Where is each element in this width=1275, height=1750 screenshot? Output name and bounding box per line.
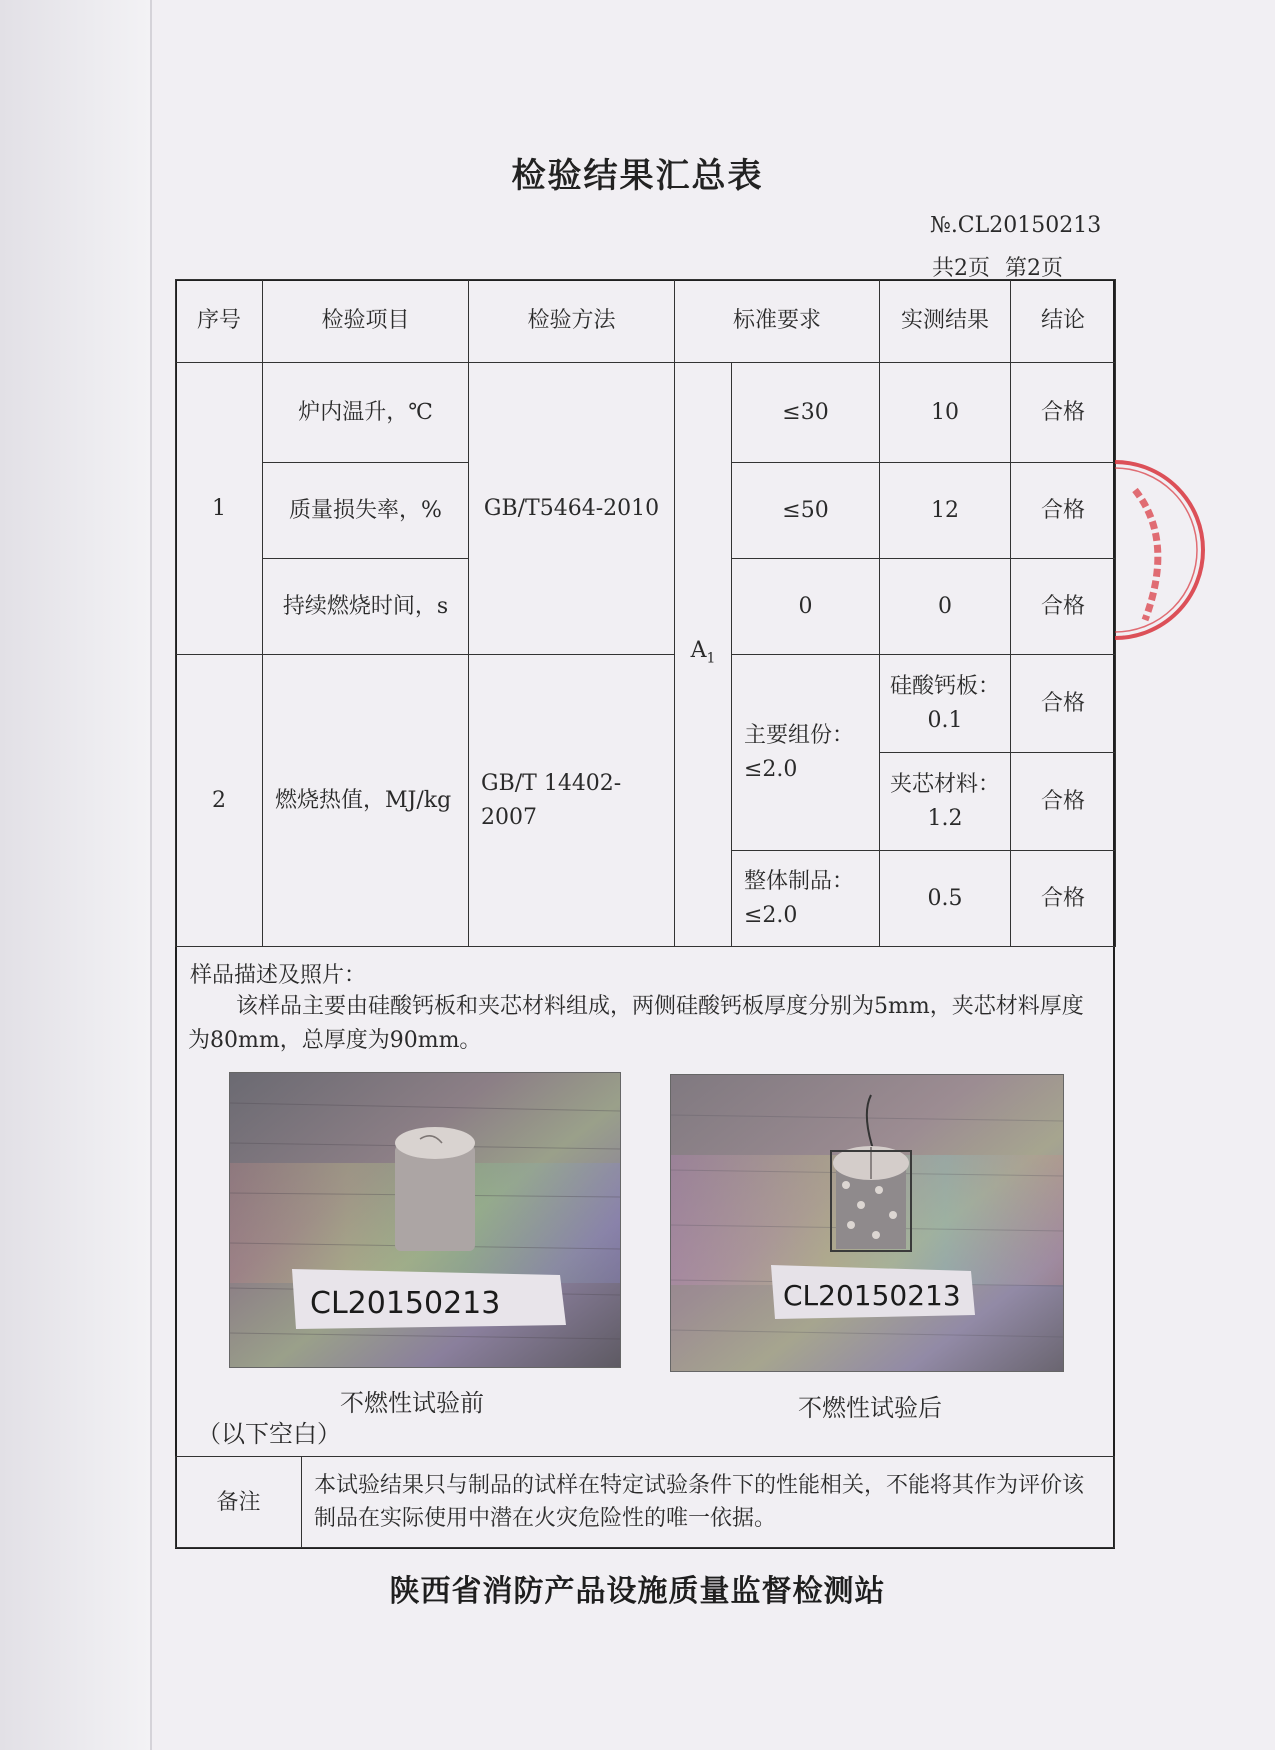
binding-fold-line bbox=[150, 0, 152, 1750]
page-title: 检验结果汇总表 bbox=[511, 156, 764, 196]
grade-letter: A bbox=[690, 637, 707, 663]
remarks-label: 备注 bbox=[176, 1457, 302, 1548]
caption-before-test: 不燃性试验前 bbox=[340, 1389, 484, 1417]
sample-heading: 样品描述及照片： bbox=[190, 963, 367, 988]
result-value: 硅酸钙板：0.1 bbox=[880, 655, 1011, 753]
conclusion-value: 合格 bbox=[1011, 559, 1116, 655]
test-method: GB/T5464-2010 bbox=[469, 363, 675, 655]
test-item: 燃烧热值，MJ/kg bbox=[263, 655, 469, 947]
blank-below-note: （以下空白） bbox=[197, 1420, 341, 1448]
remarks-row bbox=[176, 1457, 1115, 1548]
conclusion-value: 合格 bbox=[1011, 655, 1116, 753]
sample-description: 该样品主要由硅酸钙板和夹芯材料组成，两侧硅酸钙板厚度分别为5mm，夹芯材料厚度为80mm，总厚度为90mm。 bbox=[188, 994, 1084, 1053]
header-result: 实测结果 bbox=[880, 280, 1011, 363]
test-item: 持续燃烧时间，s bbox=[263, 559, 469, 655]
binding-shadow bbox=[0, 0, 150, 1750]
requirement-value: ≤30 bbox=[732, 363, 880, 463]
official-seal bbox=[1115, 450, 1255, 650]
sample-label-before: CL20150213 bbox=[310, 1286, 501, 1321]
result-value: 0.5 bbox=[880, 851, 1011, 947]
grade-cell bbox=[675, 363, 732, 947]
report-number: №.CL20150213 bbox=[930, 213, 1102, 238]
table-row bbox=[176, 363, 1116, 463]
requirement-value: ≤50 bbox=[732, 463, 880, 559]
conclusion-value: 合格 bbox=[1011, 851, 1116, 947]
header-method: 检验方法 bbox=[469, 280, 675, 363]
result-value: 夹芯材料：1.2 bbox=[880, 753, 1011, 851]
conclusion-value: 合格 bbox=[1011, 363, 1116, 463]
whole-product-requirement: 整体制品：≤2.0 bbox=[732, 851, 880, 947]
test-item: 质量损失率，% bbox=[263, 463, 469, 559]
row-number: 1 bbox=[176, 363, 263, 655]
grade-subscript: 1 bbox=[706, 650, 716, 667]
main-component-requirement: 主要组份：≤2.0 bbox=[732, 655, 880, 851]
remarks-text: 本试验结果只与制品的试样在特定试验条件下的性能相关，不能将其作为评价该制品在实际使用中潜在火灾危险性的唯一依据。 bbox=[302, 1457, 1115, 1548]
conclusion-value: 合格 bbox=[1011, 753, 1116, 851]
caption-after-test: 不燃性试验后 bbox=[798, 1394, 942, 1422]
issuing-organization: 陕西省消防产品设施质量监督检测站 bbox=[389, 1574, 886, 1609]
header-no: 序号 bbox=[176, 280, 263, 363]
header-item: 检验项目 bbox=[263, 280, 469, 363]
sample-label-after: CL20150213 bbox=[783, 1279, 961, 1312]
row-number: 2 bbox=[176, 655, 263, 947]
photo-after-test bbox=[670, 1074, 1064, 1372]
requirement-value: 0 bbox=[732, 559, 880, 655]
remarks-table bbox=[175, 1456, 1115, 1548]
results-table bbox=[175, 279, 1116, 947]
result-value: 12 bbox=[880, 463, 1011, 559]
header-requirement: 标准要求 bbox=[675, 280, 880, 363]
test-item: 炉内温升，℃ bbox=[263, 363, 469, 463]
result-value: 10 bbox=[880, 363, 1011, 463]
photo-before-test bbox=[229, 1072, 621, 1368]
table-header-row bbox=[176, 280, 1116, 363]
page-info: 共2页 第2页 bbox=[932, 256, 1063, 281]
table-row bbox=[176, 655, 1116, 753]
header-conclusion: 结论 bbox=[1011, 280, 1116, 363]
test-method: GB/T 14402-2007 bbox=[469, 655, 675, 947]
result-value: 0 bbox=[880, 559, 1011, 655]
conclusion-value: 合格 bbox=[1011, 463, 1116, 559]
